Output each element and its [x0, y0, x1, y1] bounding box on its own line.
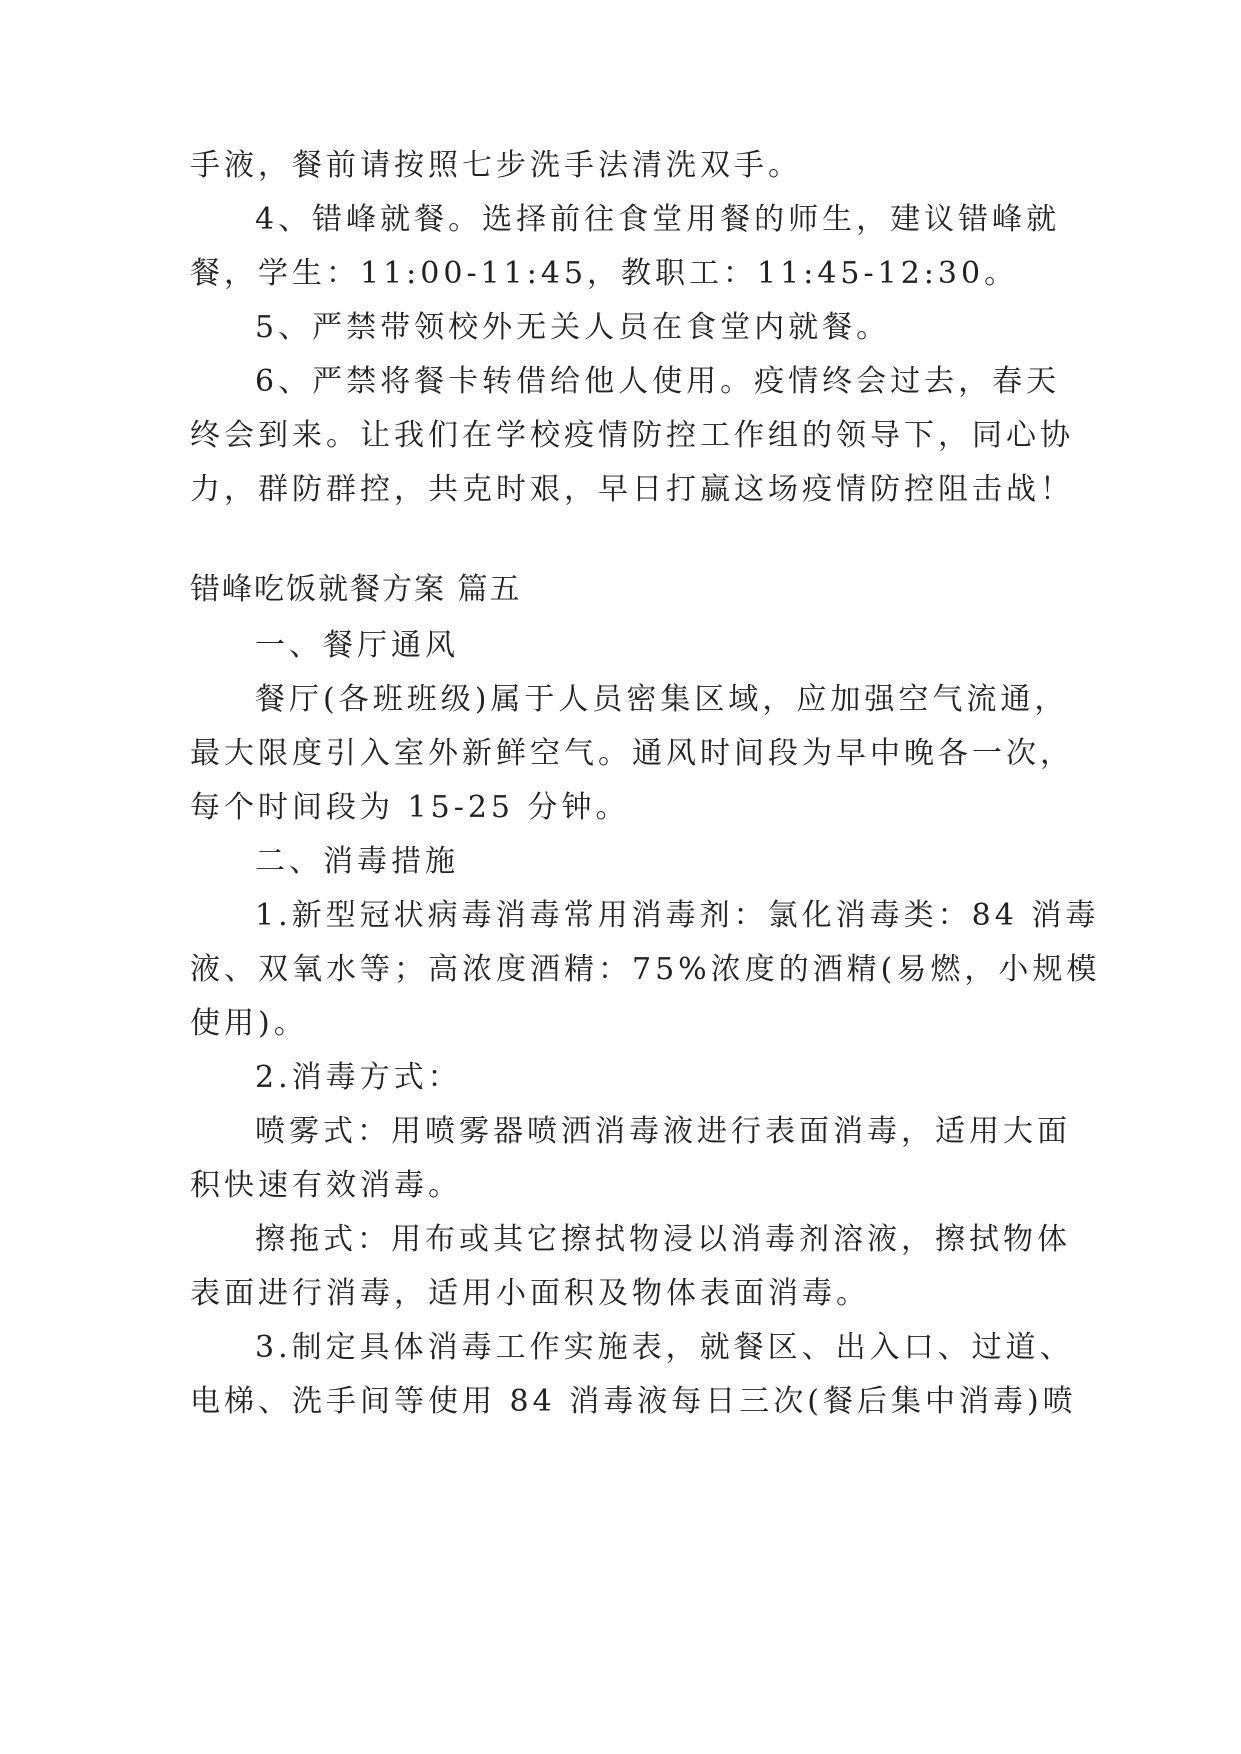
subsection-heading: 一、餐厅通风 [255, 628, 459, 663]
text-line: 积快速有效消毒。 [190, 1168, 462, 1203]
text-line: 最大限度引入室外新鲜空气。通风时间段为早中晚各一次， [190, 736, 1074, 771]
text-line: 表面进行消毒，适用小面积及物体表面消毒。 [190, 1276, 870, 1311]
subsection-heading: 二、消毒措施 [255, 844, 459, 879]
text-line: 5、严禁带领校外无关人员在食堂内就餐。 [255, 310, 891, 345]
text-line: 3.制定具体消毒工作实施表，就餐区、出入口、过道、 [255, 1330, 1074, 1365]
text-line: 喷雾式：用喷雾器喷洒消毒液进行表面消毒，适用大面 [255, 1114, 1071, 1149]
text-line: 餐，学生：11:00-11:45，教职工：11:45-12:30。 [190, 256, 1019, 291]
text-line: 1.新型冠状病毒消毒常用消毒剂：氯化消毒类：84 消毒 [255, 898, 1100, 933]
text-line: 2.消毒方式： [255, 1060, 462, 1095]
text-line: 擦拖式：用布或其它擦拭物浸以消毒剂溶液，擦拭物体 [255, 1222, 1071, 1257]
text-line: 电梯、洗手间等使用 84 消毒液每日三次(餐后集中消毒)喷 [190, 1384, 1077, 1419]
text-line: 6、严禁将餐卡转借给他人使用。疫情终会过去，春天 [255, 364, 1061, 399]
text-line: 液、双氧水等；高浓度酒精：75%浓度的酒精(易燃，小规模 [190, 952, 1101, 987]
text-line: 4、错峰就餐。选择前往食堂用餐的师生，建议错峰就 [255, 202, 1061, 237]
text-line: 每个时间段为 15-25 分钟。 [190, 790, 630, 825]
text-line: 终会到来。让我们在学校疫情防控工作组的领导下，同心协 [190, 418, 1074, 453]
section-heading: 错峰吃饭就餐方案 篇五 [190, 572, 522, 607]
text-line: 手液，餐前请按照七步洗手法清洗双手。 [190, 148, 802, 183]
text-line: 餐厅(各班班级)属于人员密集区域，应加强空气流通， [255, 682, 1069, 717]
text-line: 使用)。 [190, 1006, 308, 1041]
text-line: 力，群防群控，共克时艰，早日打赢这场疫情防控阻击战！ [190, 472, 1074, 507]
